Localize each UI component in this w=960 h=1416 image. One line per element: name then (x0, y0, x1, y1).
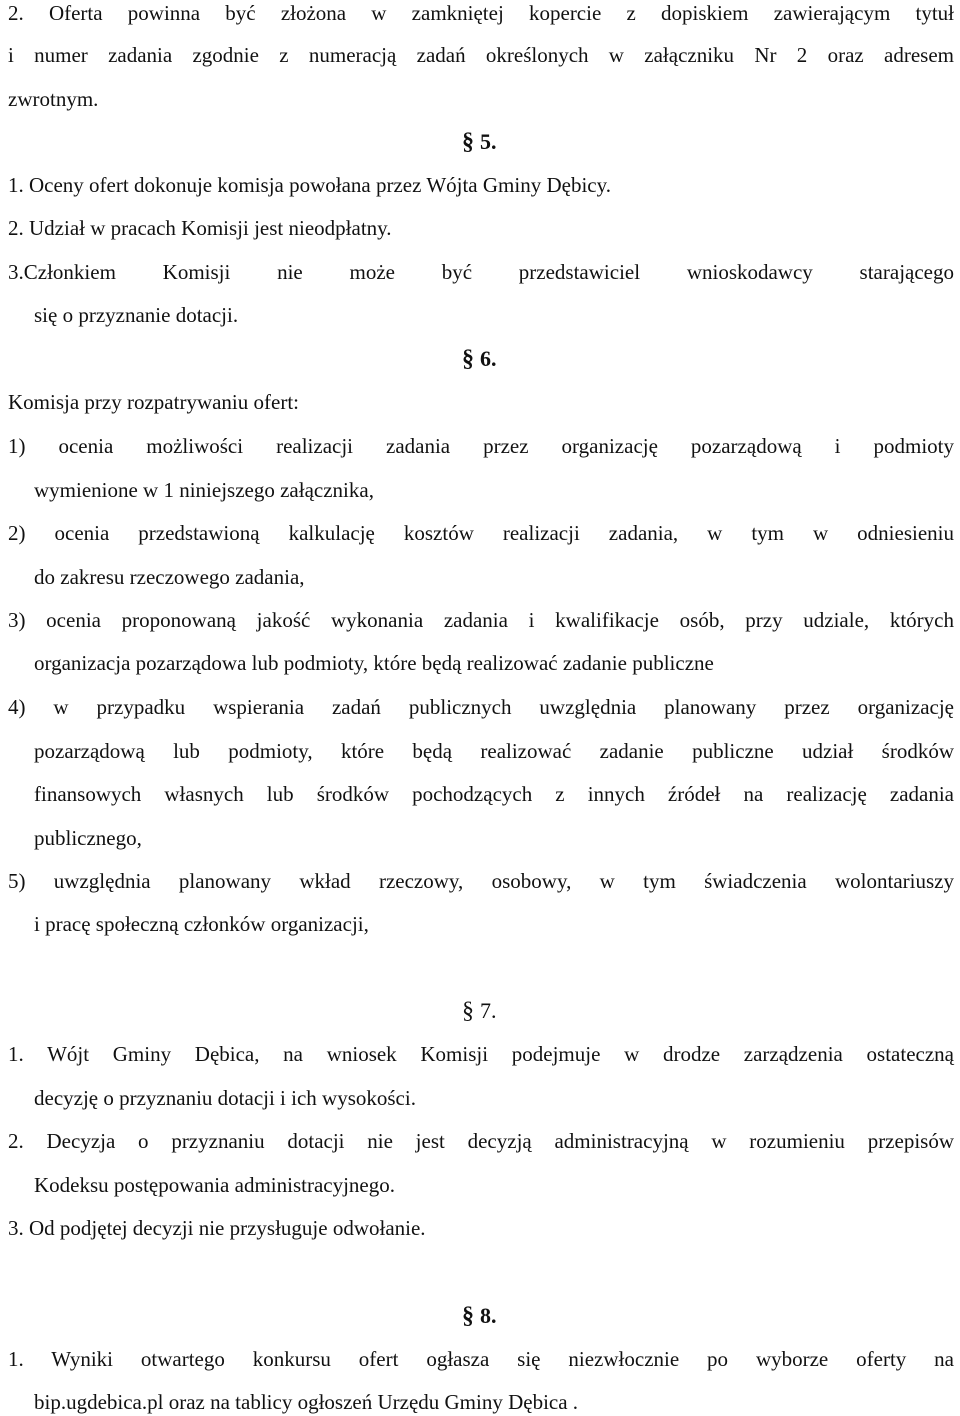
list-item: 2. Udział w pracach Komisji jest nieodpłatny. (8, 216, 392, 240)
section-mark: § (462, 998, 474, 1024)
section-heading-5 (462, 129, 522, 155)
section-number: 5. (480, 129, 497, 154)
paragraph-line: i numer zadania zgodnie z numeracją zadań określonych w załączniku Nr 2 oraz adresem (8, 43, 954, 67)
list-item-continuation: pozarządową lub podmioty, które będą realizować zadanie publiczne udział środków (34, 739, 954, 763)
list-item-continuation: Kodeksu postępowania administracyjnego. (34, 1173, 395, 1197)
list-item-continuation: finansowych własnych lub środków pochodzących z innych źródeł na realizację zadania (34, 782, 954, 806)
section-number: 8. (480, 1303, 497, 1328)
list-item-continuation: wymienione w 1 niniejszego załącznika, (34, 478, 374, 502)
list-item-continuation: się o przyznanie dotacji. (34, 303, 239, 327)
list-item: 2. Decyzja o przyznaniu dotacji nie jest decyzją administracyjną w rozumieniu przepisów (8, 1129, 954, 1153)
intro-text: Komisja przy rozpatrywaniu ofert: (8, 390, 299, 414)
list-item-continuation: do zakresu rzeczowego zadania, (34, 565, 305, 589)
list-item: 5) uwzględnia planowany wkład rzeczowy, osobowy, w tym świadczenia wolontariuszy (8, 869, 954, 893)
paragraph-line: zwrotnym. (8, 87, 99, 111)
section-mark: § (462, 129, 474, 155)
list-item: 1. Oceny ofert dokonuje komisja powołana przez Wójta Gminy Dębicy. (8, 173, 611, 197)
section-mark: § (462, 1303, 474, 1329)
list-item-continuation: decyzję o przyznaniu dotacji i ich wysokości. (34, 1086, 416, 1110)
list-item: 1. Wójt Gminy Dębica, na wniosek Komisji podejmuje w drodze zarządzenia ostateczną (8, 1042, 954, 1066)
list-item: 3) ocenia proponowaną jakość wykonania zadania i kwalifikacje osób, przy udziale, których (8, 608, 954, 632)
paragraph-line: 2. Oferta powinna być złożona w zamkniętej kopercie z dopiskiem zawierającym tytuł (8, 1, 954, 25)
section-number: 6. (480, 346, 497, 371)
list-item: 1) ocenia możliwości realizacji zadania przez organizację pozarządową i podmioty (8, 434, 954, 458)
list-item-continuation: bip.ugdebica.pl oraz na tablicy ogłoszeń Urzędu Gminy Dębica . (34, 1390, 579, 1414)
section-heading-7 (462, 998, 522, 1024)
list-item: 3.Członkiem Komisji nie może być przedstawiciel wnioskodawcy starającego (8, 260, 954, 284)
list-item: 1. Wyniki otwartego konkursu ofert ogłasza się niezwłocznie po wyborze oferty na (8, 1347, 954, 1371)
list-item: 2) ocenia przedstawioną kalkulację kosztów realizacji zadania, w tym w odniesieniu (8, 521, 954, 545)
section-heading-8 (462, 1303, 522, 1329)
list-item-continuation: publicznego, (34, 826, 142, 850)
list-item-continuation: i pracę społeczną członków organizacji, (34, 912, 369, 936)
section-mark: § (462, 346, 474, 372)
list-item: 3. Od podjętej decyzji nie przysługuje odwołanie. (8, 1216, 426, 1240)
section-number: 7. (480, 998, 497, 1023)
list-item-continuation: organizacja pozarządowa lub podmioty, które będą realizować zadanie publiczne (34, 651, 714, 675)
list-item: 4) w przypadku wspierania zadań publicznych uwzględnia planowany przez organizację (8, 695, 954, 719)
section-heading-6 (462, 346, 522, 372)
